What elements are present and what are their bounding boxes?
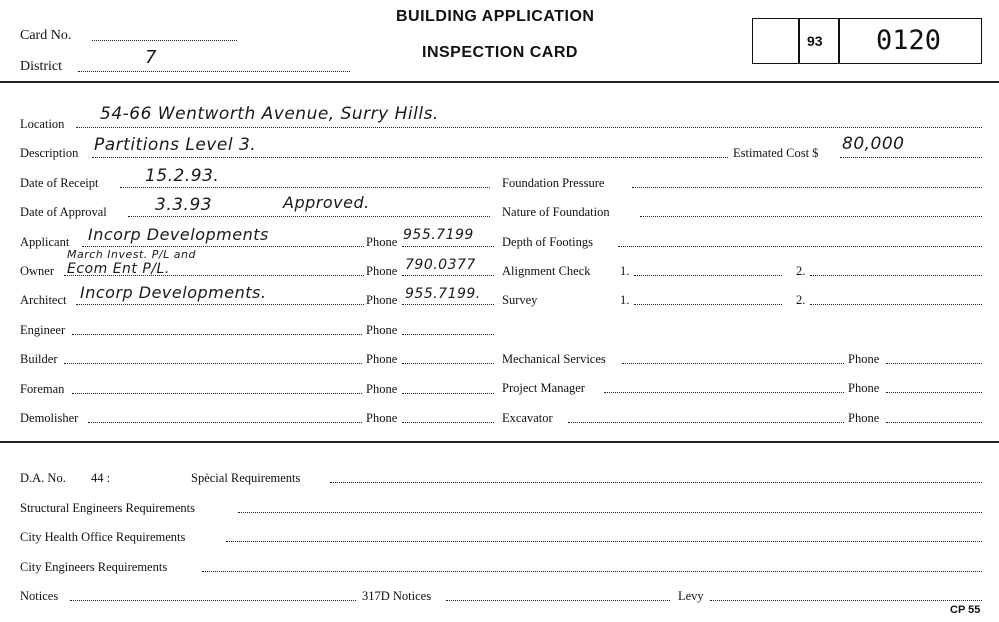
date-of-approval-leader xyxy=(128,216,490,217)
form-title-line1: BUILDING APPLICATION xyxy=(396,8,595,25)
card-no-label: Card No. xyxy=(20,28,72,43)
district-label: District xyxy=(20,59,62,74)
location-label: Location xyxy=(20,117,65,131)
notices-label: Notices xyxy=(20,589,59,603)
engineer-phone-leader xyxy=(402,334,494,335)
date-of-receipt-leader xyxy=(120,187,490,188)
card-box-blank xyxy=(752,18,800,64)
builder-label: Builder xyxy=(20,352,58,366)
estimated-cost-value: 80,000 xyxy=(842,134,905,154)
architect-leader xyxy=(76,304,364,305)
special-requirements-label: Spècial Requirements xyxy=(191,471,301,485)
survey-leader2 xyxy=(810,304,982,305)
special-requirements-leader xyxy=(330,482,982,483)
district-leader xyxy=(78,71,350,72)
survey-num2: 2. xyxy=(796,293,806,307)
alignment-check-num2: 2. xyxy=(796,264,806,278)
date-of-approval-value: 3.3.93 xyxy=(155,195,213,215)
estimated-cost-label: Estimated Cost $ xyxy=(733,146,819,160)
card-year-code: 93 xyxy=(807,33,823,49)
mechanical-services-phone-label: Phone xyxy=(848,352,880,366)
da-no-value: 44 : xyxy=(91,471,111,485)
description-leader xyxy=(92,157,728,158)
builder-phone-leader xyxy=(402,363,494,364)
form-code: CP 55 xyxy=(950,604,981,616)
engineer-phone-label: Phone xyxy=(366,323,398,337)
city-health-label: City Health Office Requirements xyxy=(20,530,186,544)
date-of-approval-label: Date of Approval xyxy=(20,205,107,219)
alignment-check-label: Alignment Check xyxy=(502,264,591,278)
footer-rule xyxy=(0,441,999,443)
mechanical-services-leader xyxy=(622,363,844,364)
applicant-phone-leader xyxy=(402,246,494,247)
architect-phone-label: Phone xyxy=(366,293,398,307)
project-manager-leader xyxy=(604,392,844,393)
owner-phone-leader xyxy=(402,275,494,276)
approval-note: Approved. xyxy=(283,193,370,212)
survey-num1: 1. xyxy=(620,293,630,307)
excavator-label: Excavator xyxy=(502,411,553,425)
survey-label: Survey xyxy=(502,293,538,307)
form-title-line2: INSPECTION CARD xyxy=(422,44,578,61)
applicant-leader xyxy=(82,246,364,247)
card-box-year xyxy=(798,18,840,64)
foreman-label: Foreman xyxy=(20,382,65,396)
architect-phone-leader xyxy=(402,304,494,305)
levy-label: Levy xyxy=(678,589,704,603)
city-engineers-label: City Engineers Requirements xyxy=(20,560,168,574)
builder-phone-label: Phone xyxy=(366,352,398,366)
architect-phone-value: 955.7199. xyxy=(405,286,481,302)
project-manager-phone-leader xyxy=(886,392,982,393)
description-value: Partitions Level 3. xyxy=(94,135,257,155)
levy-leader xyxy=(710,600,982,601)
notices-leader xyxy=(70,600,356,601)
excavator-leader xyxy=(568,422,844,423)
structural-engineers-label: Structural Engineers Requirements xyxy=(20,501,195,515)
demolisher-leader xyxy=(88,422,362,423)
excavator-phone-label: Phone xyxy=(848,411,880,425)
excavator-phone-leader xyxy=(886,422,982,423)
alignment-check-leader1 xyxy=(634,275,782,276)
architect-value: Incorp Developments. xyxy=(80,283,267,302)
notices-317d-leader xyxy=(446,600,670,601)
date-of-receipt-value: 15.2.93. xyxy=(145,166,220,186)
engineer-label: Engineer xyxy=(20,323,66,337)
date-of-receipt-label: Date of Receipt xyxy=(20,176,99,190)
demolisher-phone-label: Phone xyxy=(366,411,398,425)
da-no-label: D.A. No. xyxy=(20,471,66,485)
location-value: 54-66 Wentworth Avenue, Surry Hills. xyxy=(100,104,439,124)
engineer-leader xyxy=(72,334,362,335)
foundation-pressure-label: Foundation Pressure xyxy=(502,176,605,190)
project-manager-label: Project Manager xyxy=(502,381,585,395)
city-engineers-leader xyxy=(202,571,982,572)
card-box-number xyxy=(838,18,982,64)
structural-engineers-leader xyxy=(238,512,982,513)
estimated-cost-leader xyxy=(840,157,982,158)
card-no-leader xyxy=(92,40,237,41)
foreman-leader xyxy=(72,393,362,394)
demolisher-phone-leader xyxy=(402,422,494,423)
architect-label: Architect xyxy=(20,293,67,307)
owner-value-line2: Ecom Ent P/L. xyxy=(67,261,170,277)
mechanical-services-label: Mechanical Services xyxy=(502,352,606,366)
demolisher-label: Demolisher xyxy=(20,411,79,425)
nature-of-foundation-leader xyxy=(640,216,982,217)
city-health-leader xyxy=(226,541,982,542)
depth-of-footings-leader xyxy=(618,246,982,247)
survey-leader1 xyxy=(634,304,782,305)
applicant-phone-value: 955.7199 xyxy=(403,227,474,243)
owner-label: Owner xyxy=(20,264,55,278)
owner-phone-value: 790.0377 xyxy=(405,257,476,273)
foundation-pressure-leader xyxy=(632,187,982,188)
depth-of-footings-label: Depth of Footings xyxy=(502,235,593,249)
applicant-value: Incorp Developments xyxy=(88,225,269,244)
owner-phone-label: Phone xyxy=(366,264,398,278)
owner-value-line1: March Invest. P/L and xyxy=(67,248,196,261)
location-leader xyxy=(76,127,982,128)
builder-leader xyxy=(64,363,362,364)
alignment-check-leader2 xyxy=(810,275,982,276)
description-label: Description xyxy=(20,146,79,160)
nature-of-foundation-label: Nature of Foundation xyxy=(502,205,610,219)
project-manager-phone-label: Phone xyxy=(848,381,880,395)
mechanical-services-phone-leader xyxy=(886,363,982,364)
card-number: 0120 xyxy=(876,25,942,56)
applicant-phone-label: Phone xyxy=(366,235,398,249)
notices-317d-label: 317D Notices xyxy=(362,589,432,603)
district-value: 7 xyxy=(145,47,157,68)
foreman-phone-label: Phone xyxy=(366,382,398,396)
header-rule xyxy=(0,81,999,83)
alignment-check-num1: 1. xyxy=(620,264,630,278)
foreman-phone-leader xyxy=(402,393,494,394)
applicant-label: Applicant xyxy=(20,235,70,249)
